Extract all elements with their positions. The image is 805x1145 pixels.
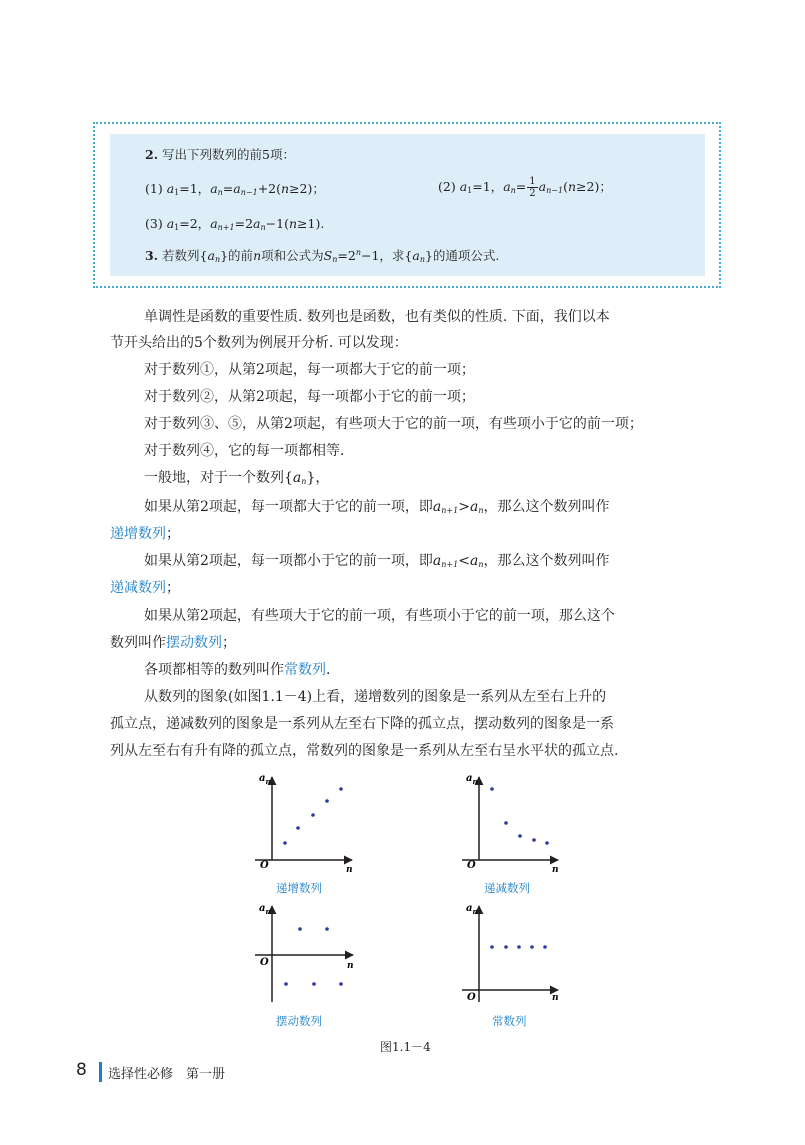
points [490, 945, 547, 949]
point [518, 834, 522, 838]
x-axis-label: n [552, 993, 559, 1003]
x-axis-label: n [347, 961, 354, 971]
paragraph-11-line-1: 从数列的图象(如图1.1－4)上看，递增数列的图象是一系列从左至右上升的 [144, 689, 607, 705]
term-constant-sequence: 常数列 [284, 662, 326, 678]
paragraph-1-line-1: 单调性是函数的重要性质. 数列也是函数，也有类似的性质. 下面，我们以本 [144, 309, 610, 325]
x-axis-label: n [346, 865, 353, 875]
point [312, 982, 316, 986]
term-decreasing-sequence: 递减数列 [110, 580, 166, 596]
exercise-q2-1: (1) $a_1=1$，$a_n=a_{n-1}+2(n\ge 2)$； [145, 181, 325, 197]
term-oscillating-sequence: 摆动数列 [166, 635, 222, 651]
origin-label: O [467, 860, 476, 871]
paragraph-7-term: 递增数列； [110, 526, 180, 542]
paragraph-9-line-1: 如果从第2项起，有些项大于它的前一项，有些项小于它的前一项，那么这个 [144, 608, 615, 624]
paragraph-11-line-3: 列从左至右有升有降的孤立点，常数列的图象是一系列从左至右呈水平状的孤立点. [110, 743, 619, 759]
paragraph-11-line-2: 孤立点，递减数列的图象是一系列从左至右下降的孤立点，摆动数列的图象是一系 [110, 716, 614, 732]
point [311, 813, 315, 817]
point [504, 821, 508, 825]
paragraph-2: 对于数列①，从第2项起，每一项都大于它的前一项； [144, 362, 475, 378]
exercise-q2-3: (3) $a_1=2$，$a_{n+1}=2a_n-1(n\ge 1)$. [145, 216, 325, 232]
point [298, 927, 302, 931]
point [325, 927, 329, 931]
point [543, 945, 547, 949]
book-title: 选择性必修 第一册 [108, 1067, 226, 1082]
graph-decreasing [462, 773, 559, 875]
origin-label: O [260, 957, 269, 968]
point [530, 945, 534, 949]
graph-constant [462, 903, 559, 1003]
caption-constant: 常数列 [492, 1014, 527, 1028]
points [284, 927, 343, 986]
figure-title: 图1.1－4 [380, 1040, 431, 1054]
point [284, 982, 288, 986]
y-axis-label: $a_n$ [466, 903, 478, 916]
term-increasing-sequence: 递增数列 [110, 526, 166, 542]
point [325, 799, 329, 803]
x-axis-label: n [552, 865, 559, 875]
paragraph-6: 一般地，对于一个数列$\{a_n\}$， [144, 470, 330, 486]
exercise-q2: 2. 写出下列数列的前5项： [145, 147, 296, 162]
paragraph-5: 对于数列④，它的每一项都相等. [144, 443, 345, 459]
caption-oscillating: 摆动数列 [276, 1014, 322, 1028]
point [504, 945, 508, 949]
y-axis-label: $a_n$ [259, 773, 271, 786]
caption-increasing: 递增数列 [276, 881, 322, 895]
caption-decreasing: 递减数列 [484, 881, 530, 895]
graph-oscillating [255, 903, 354, 1002]
point [490, 945, 494, 949]
origin-label: O [467, 992, 476, 1003]
paragraph-8: 如果从第2项起，每一项都小于它的前一项，即$a_{n+1}<a_n$，那么这个数列叫作 [144, 553, 610, 569]
point [339, 982, 343, 986]
paragraph-9-line-2: 数列叫作摆动数列； [110, 635, 236, 651]
paragraph-4: 对于数列③、⑤，从第2项起，有些项大于它的前一项，有些项小于它的前一项； [144, 416, 643, 432]
graph-increasing [255, 773, 353, 875]
points [490, 787, 549, 845]
paragraph-7: 如果从第2项起，每一项都大于它的前一项，即$a_{n+1}>a_n$，那么这个数列叫作 [144, 499, 610, 515]
point [532, 838, 536, 842]
footer-accent-bar [99, 1062, 102, 1082]
paragraph-8-term: 递减数列； [110, 580, 180, 596]
point [339, 787, 343, 791]
point [283, 841, 287, 845]
exercise-q3: 3. 若数列$\{a_n\}$的前n项和公式为$S_n=2^n-1$，求$\{a_n\}$的通项公式. [145, 248, 500, 264]
point [296, 826, 300, 830]
point [517, 945, 521, 949]
point [490, 787, 494, 791]
paragraph-3: 对于数列②，从第2项起，每一项都小于它的前一项； [144, 389, 475, 405]
paragraph-10: 各项都相等的数列叫作常数列. [144, 662, 331, 678]
y-axis-label: $a_n$ [466, 773, 478, 786]
page-number: 8 [76, 1060, 87, 1080]
origin-label: O [260, 860, 269, 871]
points [283, 787, 343, 845]
exercise-q2-2: (2) $a_1=1$，$a_n=$ $\frac{1}{2}$ $a_{n-1}(n\ge 2)$； [438, 176, 612, 199]
y-axis-label: $a_n$ [259, 903, 271, 916]
point [545, 841, 549, 845]
paragraph-1-line-2: 节开头给出的5个数列为例展开分析. 可以发现： [110, 335, 408, 351]
